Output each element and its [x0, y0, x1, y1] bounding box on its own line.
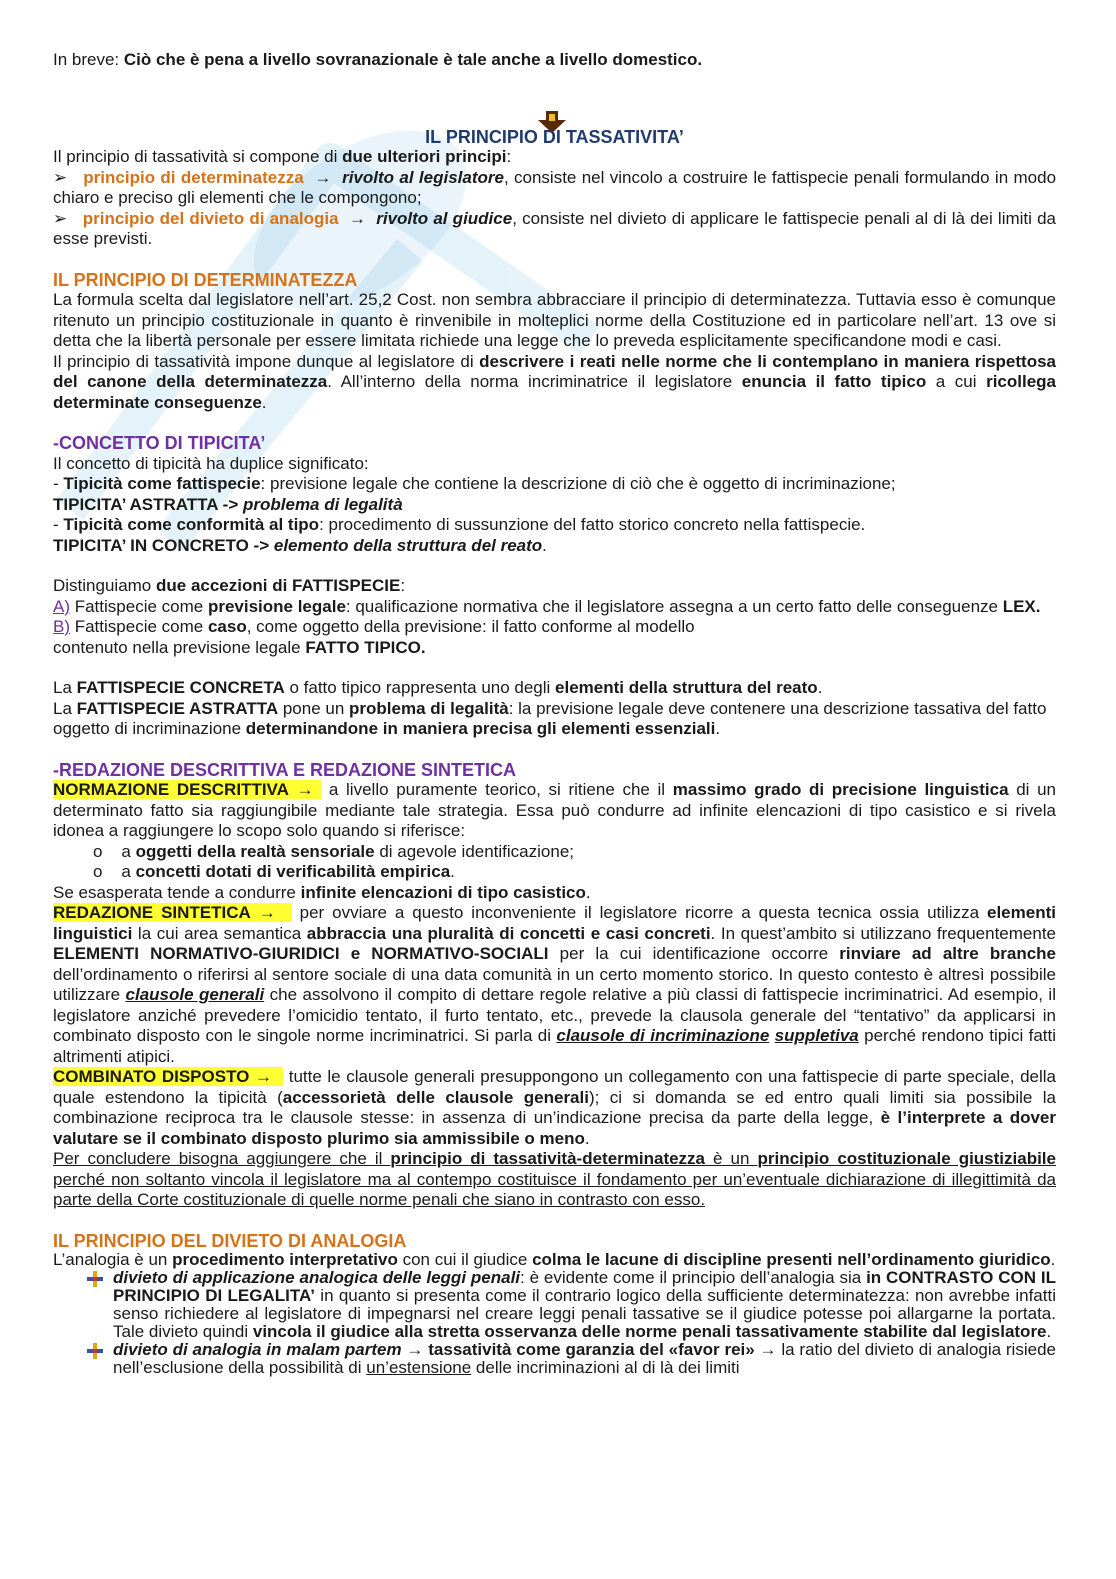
accezioni-intro: Distinguiamo due accezioni di FATTISPECIE: — [53, 576, 406, 595]
right-arrow-icon: → — [314, 167, 332, 187]
analogia-intro: L’analogia è un procedimento interpretativo con cui il giudice colma le lacune di discipline presenti nell’ordinamento giuridico. — [53, 1250, 1056, 1269]
right-arrow-icon: → — [258, 903, 276, 922]
determinatezza-paragraph-2: Il principio di tassatività impone dunque al legislatore di descrivere i reati nelle norme che li contemplano in maniera rispettosa del canone della determinatezza. All’interno della norma incriminatrice il legislatore enuncia il fatto tipico a cui ricollega determinate conseguenze. — [53, 351, 1056, 412]
highlight-label: NORMAZIONE DESCRITTIVA → — [53, 780, 321, 799]
tass-bullet-analogia: ➢ principio del divieto di analogia → rivolto al giudice, consiste nel divieto di applicare le fattispecie penali al di là dei limiti da esse previsti. — [53, 208, 1056, 248]
fattispecie-concreta: La FATTISPECIE CONCRETA o fatto tipico rappresenta uno degli elementi della struttura del reato. — [53, 678, 823, 697]
list-item — [53, 1269, 1056, 1341]
analogia-item-2: divieto di analogia in malam partem → tassatività come garanzia del «favor rei» → la ratio del divieto di analogia risiede nell’esclusione della possibilità di un’estensione delle incriminazioni al di là dei limiti — [113, 1340, 1056, 1377]
determinatezza-paragraph-1: La formula scelta dal legislatore nell’art. 25,2 Cost. non sembra abbracciare il principio di determinatezza. Tuttavia esso è comunque ritenuto un principio costituzionale in quanto è rinvenibile in molteplici norme della Costituzione ed in particolare nell’art. 13 ove si detta che la libertà personale per essere limitata richiede una legge che lo preveda esplicitamente specificandone modi e casi. — [53, 290, 1056, 350]
tipicita-heading: -CONCETTO DI TIPICITA’ — [53, 433, 266, 453]
tipicita-line-1: - Tipicità come fattispecie: previsione legale che contiene la descrizione di ciò che è oggetto di incriminazione; — [53, 474, 896, 493]
arrowhead-bullet-icon: ➢ — [53, 167, 68, 187]
sub-item-verificabilita: o a concetti dotati di verificabilità empirica. — [93, 862, 455, 881]
redazione-sintetica: REDAZIONE SINTETICA → per ovviare a questo inconveniente il legislatore ricorre a questa tecnica ossia utilizza elementi linguistici la cui area semantica abbraccia una pluralità di concetti e casi concreti. In quest’ambito si utilizzano frequentemente ELEMENTI NORMATIVO-GIURIDICI e NORMATIVO-SOCIALI per la cui identificazione occorre rinviare ad altre branche dell’ordinamento o riferirsi al sentore sociale di una data comunità in un certo momento storico. In questo contesto è altresì possibile utilizzare clausole generali che assolvono il compito di dettare regole relative a più classi di fattispecie incriminatrici. Ad esempio, il legislatore anziché prevedere l’omicidio tentato, il furto tentato, etc., prevede la clausola generale del “tentativo” da applicarsi in combinato disposto con le singole norme incriminatrici. Si parla di clausole di incriminazione suppletiva perché rendono tipici fatti altrimenti atipici. — [53, 903, 1056, 1066]
highlight-label: REDAZIONE SINTETICA → — [53, 903, 292, 922]
section-title: IL PRINCIPIO DI TASSATIVITA’ — [53, 127, 1056, 148]
tass-bullet-determinatezza: ➢ principio di determinatezza → rivolto al legislatore, consiste nel vincolo a costruire le fattispecie penali formulando in modo chiaro e preciso gli elementi che le compongono; — [53, 167, 1057, 207]
determinatezza-heading: IL PRINCIPIO DI DETERMINATEZZA — [53, 269, 358, 290]
right-arrow-icon: → — [296, 780, 314, 799]
plus-bullet-icon — [87, 1271, 103, 1287]
normazione-descrittiva: NORMAZIONE DESCRITTIVA → a livello puramente teorico, si ritiene che il massimo grado di precisione linguistica di un determinato fatto sia raggiungibile mediante tale strategia. Essa può condurre ad infinite elencazioni di tipo casistico e si rivela idonea a raggiungere lo scopo solo quando si riferisce: — [53, 780, 1057, 840]
plus-bullet-icon — [87, 1343, 103, 1359]
tipicita-line-2: TIPICITA’ ASTRATTA -> problema di legalità — [53, 494, 403, 514]
analogia-heading: IL PRINCIPIO DEL DIVIETO DI ANALOGIA — [53, 1230, 407, 1251]
arrowhead-bullet-icon: ➢ — [53, 208, 68, 228]
accezione-b-continued: contenuto nella previsione legale FATTO TIPICO. — [53, 637, 426, 657]
right-arrow-icon: → — [254, 1067, 272, 1086]
intro-line: In breve: Ciò che è pena a livello sovranazionale è tale anche a livello domestico. — [53, 50, 703, 69]
tipicita-intro: Il concetto di tipicità ha duplice significato: — [53, 453, 369, 473]
highlight-label: COMBINATO DISPOSTO → — [53, 1067, 283, 1086]
analogia-item-1: divieto di applicazione analogica delle leggi penali: è evidente come il principio dell’analogia sia in CONTRASTO CON IL PRINCIPIO DI LEGALITA’ in quanto si presenta come il contrario logico della sufficiente determinatezza: non avrebbe infatti senso richiedere al legislatore di impegnarsi nel creare leggi penali tassative se il giudice potesse poi allargarne la portata. Tale divieto quindi vincola il giudice alla stretta osservanza delle norme penali tassativamente stabilite dal legislatore. — [113, 1268, 1056, 1341]
accezione-a: A) Fattispecie come previsione legale: qualificazione normativa che il legislatore assegna a un certo fatto delle conseguenze LEX. — [53, 596, 1041, 616]
tipicita-line-3: - Tipicità come conformità al tipo: procedimento di sussunzione del fatto storico concreto nella fattispecie. — [53, 515, 866, 534]
accezione-b: B) Fattispecie come caso, come oggetto della previsione: il fatto conforme al modello — [53, 617, 695, 636]
tipicita-line-4: TIPICITA’ IN CONCRETO -> elemento della struttura del reato. — [53, 535, 547, 555]
right-arrow-icon: → — [348, 208, 366, 228]
list-item — [53, 1341, 1056, 1377]
tass-intro: Il principio di tassatività si compone di due ulteriori principi: — [53, 147, 512, 166]
fattispecie-astratta: La FATTISPECIE ASTRATTA pone un problema di legalità: la previsione legale deve contenere una descrizione tassativa del fatto oggetto di incriminazione determinandone in maniera precisa gli elementi essenziali. — [53, 698, 1047, 738]
combinato-disposto: COMBINATO DISPOSTO → tutte le clausole generali presuppongono un collegamento con una fattispecie di parte speciale, della quale estendono la tipicità (accessorietà delle clausole generali); ci si domanda se ed entro quali limiti sia possibile la combinazione reciproca tra le clausole stesse: in assenza di un’indicazione precisa da parte della legge, è l’interprete a dover valutare se il combinato disposto plurimo sia ammissibile o meno. — [53, 1067, 1056, 1148]
circle-bullet-icon: o — [93, 862, 103, 881]
esasperata-line: Se esasperata tende a condurre infinite elencazioni di tipo casistico. — [53, 882, 591, 902]
document-page — [53, 50, 1056, 1377]
circle-bullet-icon: o — [93, 841, 103, 861]
conclusione-paragraph: Per concludere bisogna aggiungere che il principio di tassatività-determinatezza è un principio costituzionale giustiziabile perché non soltanto vincola il legislatore ma al contempo costituisce il fondamento per un’eventuale dichiarazione di illegittimità da parte della Corte costituzionale di quelle norme penali che siano in contrasto con esso. — [53, 1149, 1056, 1209]
redazione-heading: -REDAZIONE DESCRITTIVA E REDAZIONE SINTETICA — [53, 759, 517, 780]
sub-item-realta-sensoriale: o a oggetti della realtà sensoriale di agevole identificazione; — [93, 841, 575, 861]
